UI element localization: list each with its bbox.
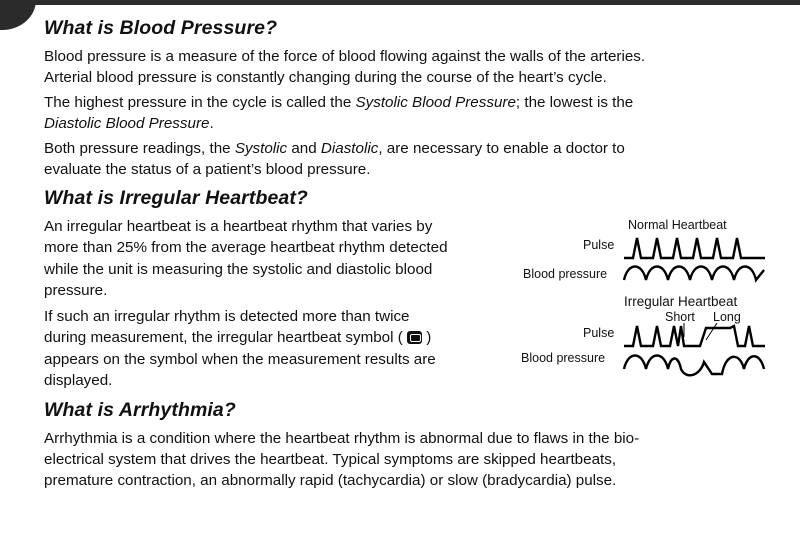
irregular-paragraph-line: more than 25% from the average heartbeat rhythm detected [44,239,448,256]
normal-pulse-wave [624,238,765,258]
irregular-paragraph-line: displayed. [44,372,113,389]
irregular-paragraph-line: during measurement, the irregular heartbeat symbol ( ) [44,329,432,346]
irregular-bp-wave [624,356,764,376]
bp-paragraph-line: The highest pressure in the cycle is called the Systolic Blood Pressure; the lowest is the [44,94,634,111]
heading-arrhythmia: What is Arrhythmia? [44,399,236,421]
normal-heartbeat-title: Normal Heartbeat [628,218,727,232]
heading-irregular-heartbeat: What is Irregular Heartbeat? [44,187,308,209]
pulse-label: Pulse [583,326,615,340]
long-pointer [706,323,717,340]
arrhythmia-paragraph-line: Arrhythmia is a condition where the heartbeat rhythm is abnormal due to flaws in the bio- [44,430,640,447]
irregular-heartbeat-title: Irregular Heartbeat [624,294,738,309]
irregular-paragraph-line: If such an irregular rhythm is detected more than twice [44,308,410,325]
heading-blood-pressure: What is Blood Pressure? [44,17,278,39]
irregular-pulse-wave [624,326,765,346]
blood-pressure-label: Blood pressure [523,267,608,281]
arrhythmia-paragraph-line: premature contraction, an abnormally rapid (tachycardia) or slow (bradycardia) pulse. [44,472,617,489]
bp-paragraph-line: Blood pressure is a measure of the force of blood flowing against the walls of the arteries. [44,48,646,65]
bp-paragraph-line: Arterial blood pressure is constantly changing during the course of the heart’s cycle. [44,69,607,86]
pulse-label: Pulse [583,238,615,252]
irregular-paragraph-line: appears on the symbol when the measurement results are [44,351,436,368]
bp-paragraph-line: evaluate the status of a patient’s blood pressure. [44,161,371,178]
normal-bp-wave [624,267,764,281]
bp-paragraph-line: Diastolic Blood Pressure. [44,115,214,132]
long-label: Long [713,310,741,324]
irregular-paragraph-line: An irregular heartbeat is a heartbeat rhythm that varies by [44,218,433,235]
bp-paragraph-line: Both pressure readings, the Systolic and Diastolic, are necessary to enable a doctor to [44,140,625,157]
arrhythmia-paragraph-line: electrical system that drives the heartbeat. Typical symptoms are skipped heartbeats, [44,451,617,468]
irregular-paragraph-line: while the unit is measuring the systolic and diastolic blood [44,261,433,278]
short-label: Short [665,310,695,324]
blood-pressure-label: Blood pressure [521,351,606,365]
irregular-paragraph-line: pressure. [44,282,108,299]
